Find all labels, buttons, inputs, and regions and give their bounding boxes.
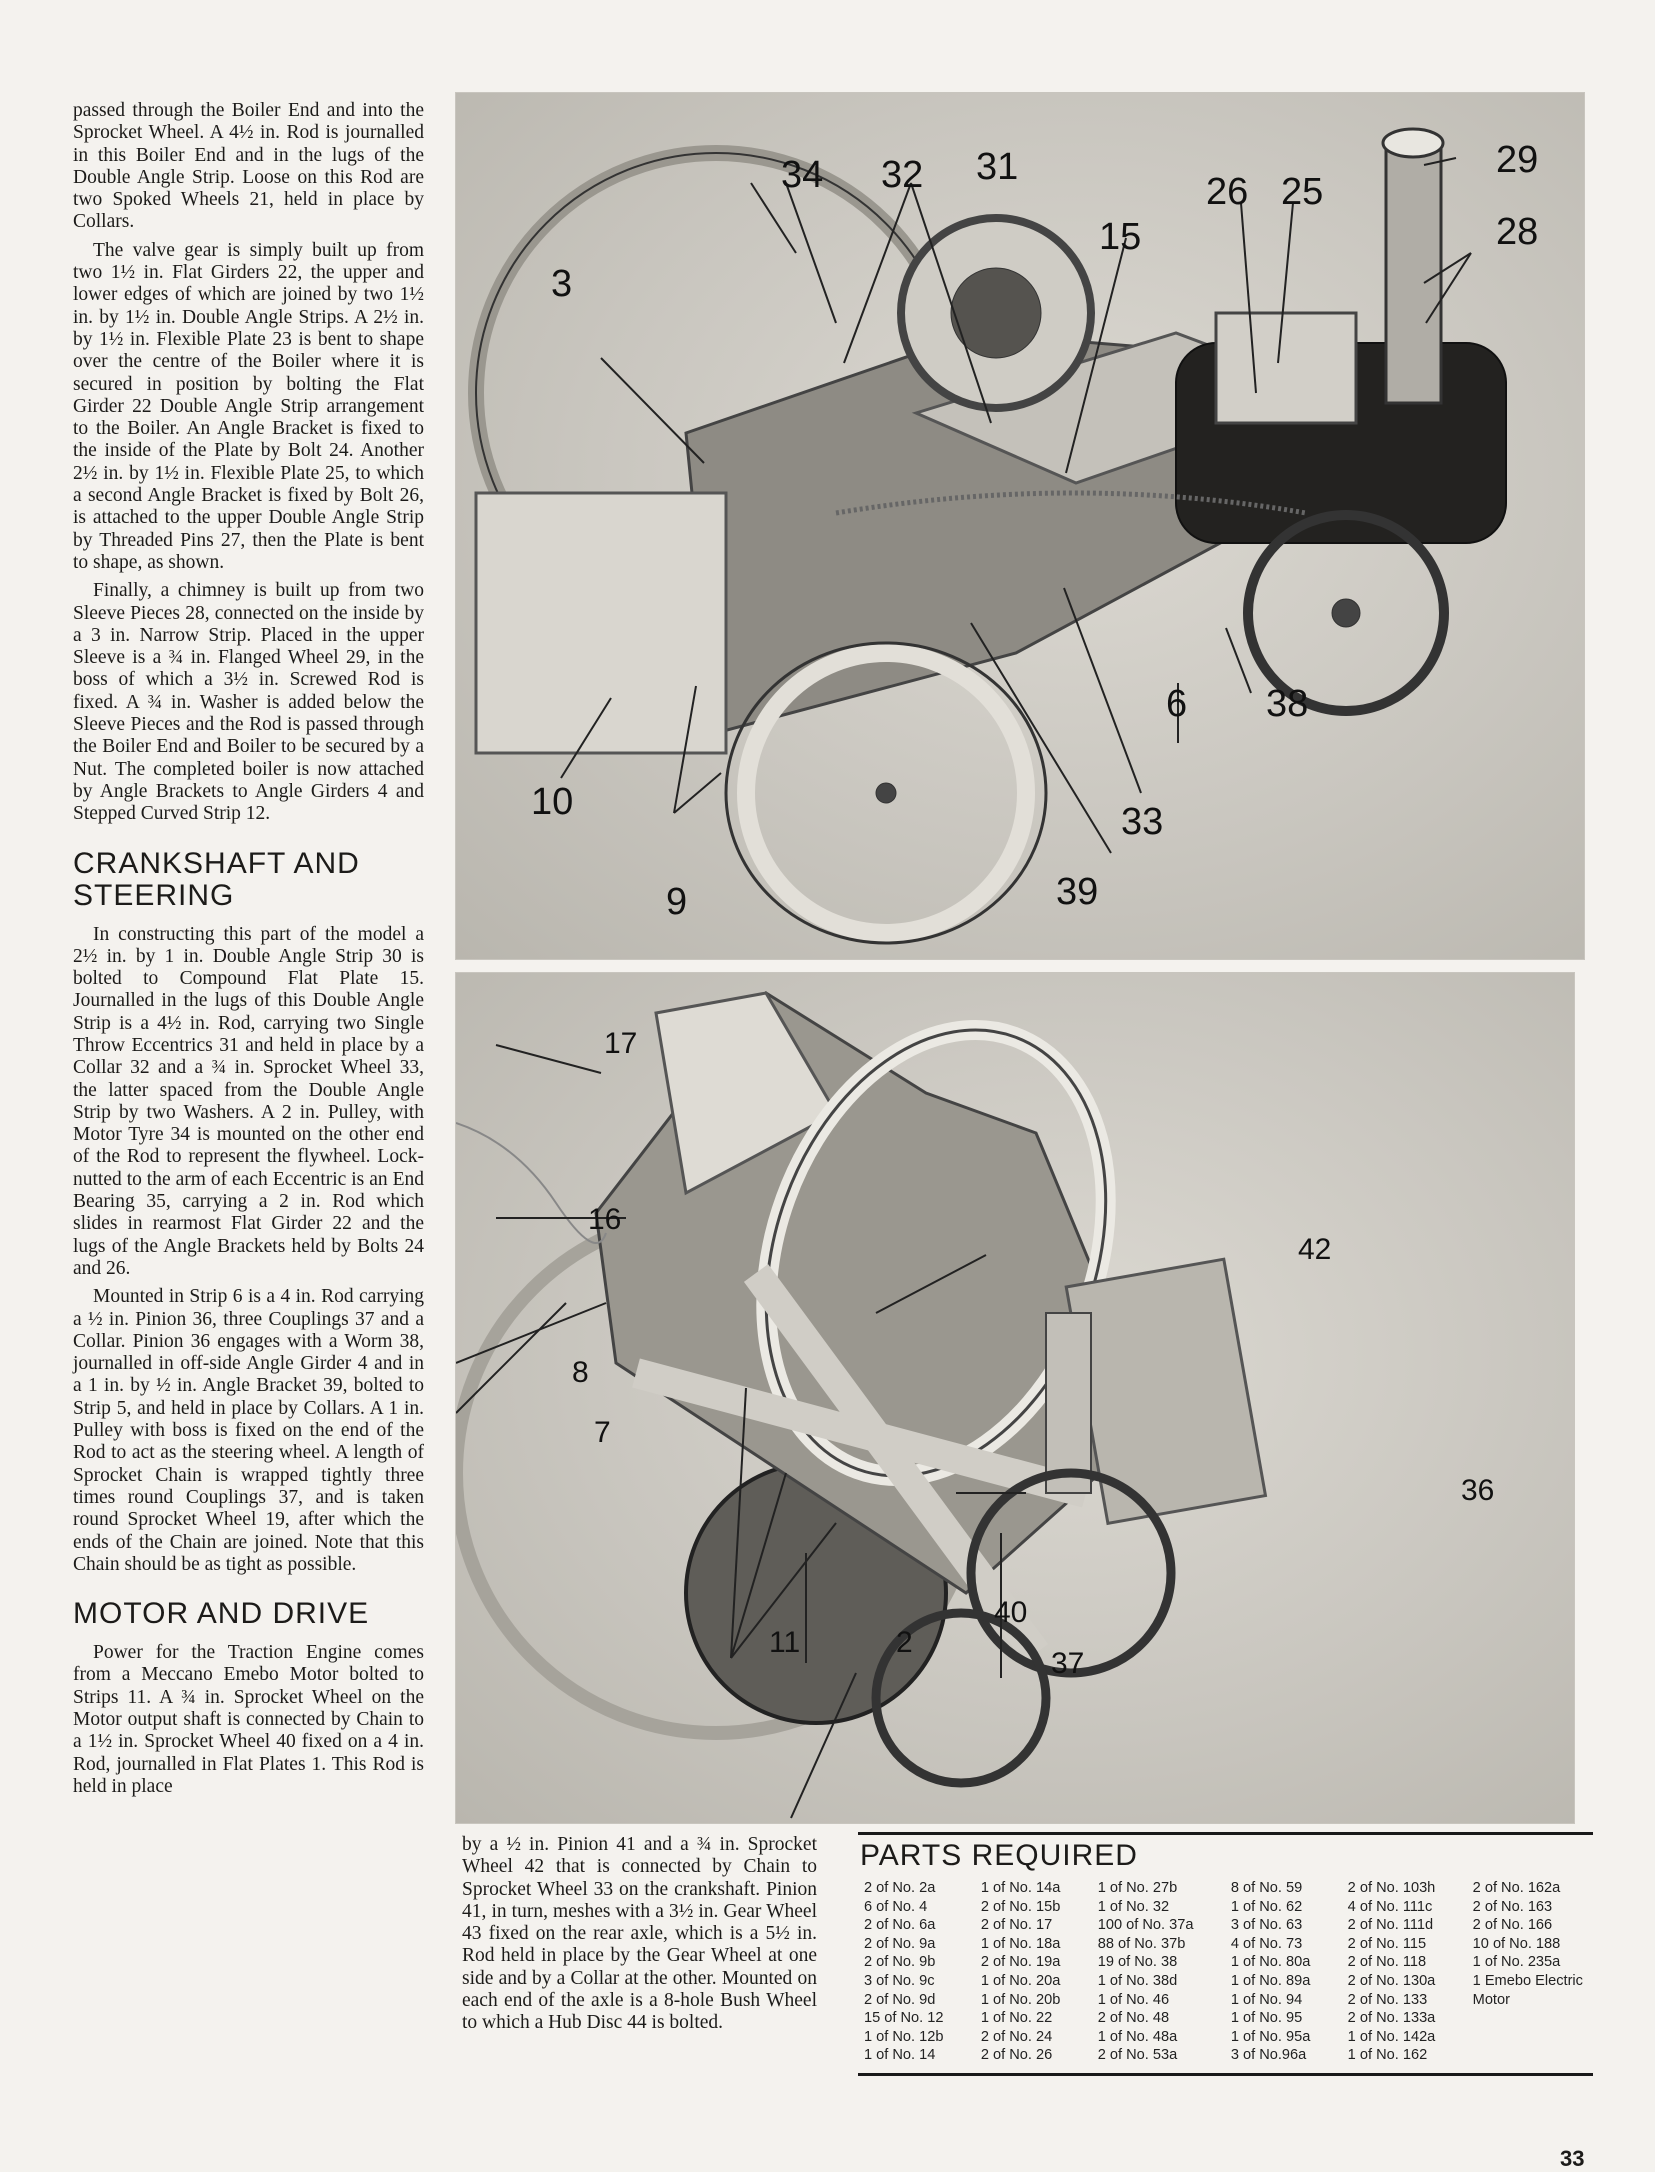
callout-42: 42 [1298, 1233, 1332, 1266]
paragraph-boiler-end: passed through the Boiler End and into the Sprocket Wheel. A 4½ in. Rod is journalled in this Boiler End and in the lugs of the Double Angle Strip. Loose on this Rod are two Spoked Wheels 21, held in place by Collars. [73, 100, 424, 233]
callout-3: 3 [551, 263, 573, 305]
part-item: Motor [1472, 1991, 1510, 2008]
photo-top-traction-engine [455, 92, 1585, 960]
part-item: 2 of No. 133 [1347, 1991, 1428, 2008]
part-item: 2 of No. 118 [1347, 1954, 1427, 1971]
part-item: 1 of No. 89a [1230, 1972, 1311, 1989]
part-item: 6 of No. 4 [864, 1898, 928, 1915]
part-item: 2 of No. 115 [1347, 1935, 1427, 1952]
callout-29: 29 [1496, 139, 1539, 181]
parts-column-1 [864, 1879, 944, 2065]
part-item: 1 of No. 22 [980, 2010, 1053, 2027]
part-item: 1 of No. 48a [1097, 2028, 1178, 2045]
part-item: 1 of No. 12b [864, 2028, 944, 2045]
part-item: 88 of No. 37b [1097, 1935, 1186, 1952]
part-item: 1 of No. 94 [1230, 1991, 1303, 2008]
part-item: 8 of No. 59 [1230, 1880, 1303, 1896]
callout-7: 7 [594, 1416, 611, 1449]
parts-column-5 [1348, 1879, 1436, 2065]
callout-40: 40 [994, 1596, 1028, 1629]
part-item: 1 of No. 235a [1472, 1954, 1561, 1971]
callout-39: 39 [1056, 871, 1099, 913]
part-item: 2 of No. 26 [980, 2047, 1053, 2064]
part-item: 1 of No. 20b [980, 1991, 1061, 2008]
left-column [73, 100, 424, 1804]
part-item: 1 of No. 14a [980, 1880, 1061, 1896]
parts-column-6 [1473, 1879, 1583, 2065]
part-item: 2 of No. 166 [1472, 1917, 1553, 1934]
part-item: 2 of No. 111d [1347, 1917, 1434, 1934]
part-item: 2 of No. 17 [980, 1917, 1053, 1934]
callout-16: 16 [588, 1203, 622, 1236]
paragraph-motor-continued: by a ½ in. Pinion 41 and a ¾ in. Sprocket Wheel 42 that is connected by Chain to Sprocket Wheel 33 on the crankshaft. Pinion 41, in turn, meshes with a 3½ in. Gear Wheel 43 fixed on the rear axle, which is a 5½ in. Rod held in place by the Gear Wheel at one side and by a Collar at the other. Mounted on each end of the axle is a 8-hole Bush Wheel to which a Hub Disc 44 is bolted. [462, 1834, 817, 2034]
part-item: 1 of No. 27b [1097, 1880, 1178, 1896]
part-item: 1 Emebo Electric [1472, 1972, 1583, 1989]
traction-engine-top-illustration [456, 93, 1584, 959]
callout-11: 11 [769, 1626, 801, 1659]
callout-31: 31 [976, 146, 1019, 188]
part-item: 2 of No. 48 [1097, 2010, 1170, 2027]
part-item: 15 of No. 12 [864, 2010, 944, 2027]
part-item: 100 of No. 37a [1097, 1917, 1194, 1934]
part-item: 2 of No. 163 [1472, 1898, 1553, 1915]
part-item: 2 of No. 162a [1472, 1880, 1561, 1896]
part-item: 1 of No. 18a [980, 1935, 1061, 1952]
part-item: 2 of No. 53a [1097, 2047, 1178, 2064]
part-item: 4 of No. 111c [1347, 1898, 1433, 1915]
part-item: 19 of No. 38 [1097, 1954, 1178, 1971]
paragraph-chimney: Finally, a chimney is built up from two Sleeve Pieces 28, connected on the inside by a 3 in. Narrow Strip. Placed in the upper Sleeve is a ¾ in. Flanged Wheel 29, in the boss of which a 3½ in. Screwed Rod is fixed. A ¾ in. Washer is added below the Sleeve Pieces and the Rod is passed through the Boiler End and Boiler to be secured by a Nut. The completed boiler is now attached by Angle Brackets to Angle Girders 4 and Stepped Curved Strip 12. [73, 580, 424, 825]
photo-bottom-underside [455, 972, 1575, 1824]
callout-32: 32 [881, 154, 924, 196]
parts-required-box [858, 1832, 1593, 2076]
traction-engine-underside-illustration [456, 973, 1574, 1823]
part-item: 1 of No. 62 [1230, 1898, 1303, 1915]
part-item: 1 of No. 95a [1230, 2028, 1311, 2045]
callout-33: 33 [1121, 801, 1164, 843]
part-item: 1 of No. 38d [1097, 1972, 1178, 1989]
parts-required-title: PARTS REQUIRED [860, 1839, 1138, 1872]
callout-36: 36 [1461, 1474, 1495, 1507]
parts-column-2 [981, 1879, 1061, 2065]
part-item: 3 of No.96a [1230, 2047, 1307, 2064]
callout-25: 25 [1281, 171, 1324, 213]
part-item: 3 of No. 63 [1230, 1917, 1303, 1934]
parts-column-3 [1098, 1879, 1194, 2065]
part-item: 2 of No. 103h [1347, 1880, 1436, 1896]
part-item: 3 of No. 9c [864, 1972, 935, 1989]
part-item: 2 of No. 9a [864, 1935, 936, 1952]
callout-15: 15 [1099, 216, 1142, 258]
part-item: 2 of No. 133a [1347, 2010, 1436, 2027]
part-item: 4 of No. 73 [1230, 1935, 1303, 1952]
callout-38: 38 [1266, 683, 1309, 725]
page-number: 33 [1560, 2146, 1585, 2171]
callout-10: 10 [531, 781, 574, 823]
part-item: 2 of No. 24 [980, 2028, 1053, 2045]
callout-37: 37 [1051, 1647, 1085, 1680]
part-item: 2 of No. 2a [864, 1880, 936, 1896]
paragraph-motor: Power for the Traction Engine comes from a Meccano Emebo Motor bolted to Strips 11. A ¾ in. Sprocket Wheel on the Motor output shaft is connected by Chain to a 1½ in. Sprocket Wheel 40 fixed on a 4 in. Rod, journalled in Flat Plates 1. This Rod is held in place [73, 1642, 424, 1797]
callout-9: 9 [666, 881, 688, 923]
callout-17: 17 [604, 1027, 638, 1060]
parts-list-grid [858, 1879, 1593, 2065]
part-item: 2 of No. 19a [980, 1954, 1061, 1971]
parts-bottom-rule [858, 2073, 1593, 2076]
part-item: 1 of No. 95 [1230, 2010, 1303, 2027]
heading-crankshaft-steering: CRANKSHAFT AND STEERING [73, 846, 360, 912]
part-item: 2 of No. 6a [864, 1917, 936, 1934]
callout-8: 8 [572, 1356, 589, 1389]
callout-2: 2 [896, 1626, 913, 1659]
callout-34: 34 [781, 154, 824, 196]
part-item: 2 of No. 9d [864, 1991, 936, 2008]
part-item: 10 of No. 188 [1472, 1935, 1561, 1952]
middle-column [462, 1834, 817, 2041]
part-item: 2 of No. 130a [1347, 1972, 1436, 1989]
part-item: 1 of No. 46 [1097, 1991, 1170, 2008]
callout-26: 26 [1206, 171, 1249, 213]
callout-6: 6 [1166, 683, 1188, 725]
part-item: 2 of No. 15b [980, 1898, 1061, 1915]
leader-line-3 [601, 358, 704, 463]
part-item: 1 of No. 142a [1347, 2028, 1436, 2045]
part-item: 1 of No. 14 [864, 2047, 936, 2064]
part-item: 1 of No. 32 [1097, 1898, 1170, 1915]
part-item: 1 of No. 80a [1230, 1954, 1311, 1971]
part-item: 1 of No. 162 [1347, 2047, 1428, 2064]
heading-motor-drive: MOTOR AND DRIVE [73, 1597, 370, 1631]
parts-top-rule [858, 1832, 1593, 1835]
paragraph-crankshaft: In constructing this part of the model a 2½ in. by 1 in. Double Angle Strip 30 is bolted to Compound Flat Plate 15. Journalled in the lugs of this Double Angle Strip is a 4½ in. Rod, carrying two Single Throw Eccentrics 31 and held in place by a Collar 32 and a ¾ in. Sprocket Wheel 33, the latter spaced from the Double Angle Strip by two Washers. A 2 in. Pulley, with Motor Tyre 34 is mounted on the other end of the Rod to represent the flywheel. Lock-nutted to the arm of each Eccentric is an End Bearing 35, carrying a 2 in. Rod which slides in rearmost Flat Girder 22 and the lugs of the Angle Brackets held by Bolts 24 and 26. [73, 923, 424, 1279]
part-item: 2 of No. 9b [864, 1954, 936, 1971]
paragraph-steering: Mounted in Strip 6 is a 4 in. Rod carrying a ½ in. Pinion 36, three Couplings 37 and a Collar. Pinion 36 engages with a Worm 38, journalled in off-side Angle Girder 4 and in a 1 in. by ½ in. Angle Bracket 39, bolted to Strip 5, and held in place by Collars. A 1 in. Pulley with boss is fixed on the end of the Rod to act as the steering wheel. A length of Sprocket Chain is wrapped tightly three times round Couplings 37, and is taken round Sprocket Wheel 19, after which the ends of the Chain are joined. Note that this Chain should be as tight as possible. [73, 1286, 424, 1575]
paragraph-valve-gear: The valve gear is simply built up from two 1½ in. Flat Girders 22, the upper and lower edges of which are joined by two 1½ in. by 1½ in. Double Angle Strips. A 2½ in. by 1½ in. Flexible Plate 23 is bent to shape over the centre of the Boiler where it is secured in position by bolting the Flat Girder 22 Double Angle Strip arrangement to the Boiler. An Angle Bracket is fixed to the inside of the Plate by Bolt 24. Another 2½ in. by 1½ in. Flexible Plate 25, to which a second Angle Bracket is fixed by Bolt 26, is attached to the upper Double Angle Strip by Threaded Pins 27, then the Plate is bent to shape, as shown. [73, 239, 424, 573]
callout-28: 28 [1496, 211, 1539, 253]
part-item: 1 of No. 20a [980, 1972, 1061, 1989]
parts-column-4 [1231, 1879, 1311, 2065]
